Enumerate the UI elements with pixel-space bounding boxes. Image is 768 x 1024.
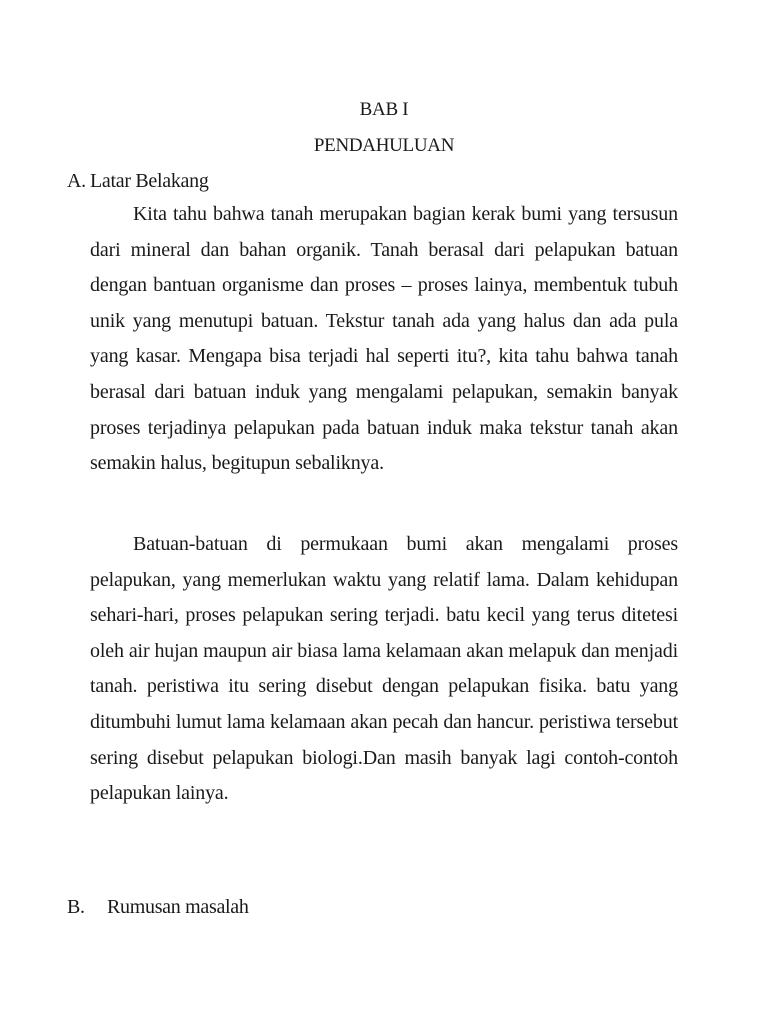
chapter-title: PENDAHULUAN	[313, 135, 455, 156]
section-title: Latar Belakang	[90, 170, 209, 192]
paragraph-2: Batuan-batuan di permukaan bumi akan mengalami proses pelapukan, yang memerlukan waktu yang relatif lama. Dalam kehidupan sehari-hari, proses pelapukan sering terjadi. batu kecil yang terus ditetesi oleh air hujan maupun air biasa lama kelamaan akan melapuk dan menjadi tanah. peristiwa itu sering disebut dengan pelapukan fisika. batu yang ditumbuhi lumut lama kelamaan akan pecah dan hancur. peristiwa tersebut sering disebut pelapukan biologi.Dan masih banyak lagi contoh-contoh pelapukan lainya.	[90, 533, 678, 805]
section-number: A.	[67, 170, 86, 192]
chapter-number: BAB I	[359, 99, 409, 120]
section-title: Rumusan masalah	[107, 896, 249, 918]
section-number: B.	[67, 896, 85, 918]
paragraph-1: Kita tahu bahwa tanah merupakan bagian kerak bumi yang tersusun dari mineral dan bahan organik. Tanah berasal dari pelapukan batuan dengan bantuan organisme dan proses – proses lainya, membentuk tubuh unik yang menutupi batuan. Tekstur tanah ada yang halus dan ada pula yang kasar. Mengapa bisa terjadi hal seperti itu?, kita tahu bahwa tanah berasal dari batuan induk yang mengalami pelapukan, semakin banyak proses terjadinya pelapukan pada batuan induk maka tekstur tanah akan semakin halus, begitupun sebaliknya.	[90, 203, 678, 475]
